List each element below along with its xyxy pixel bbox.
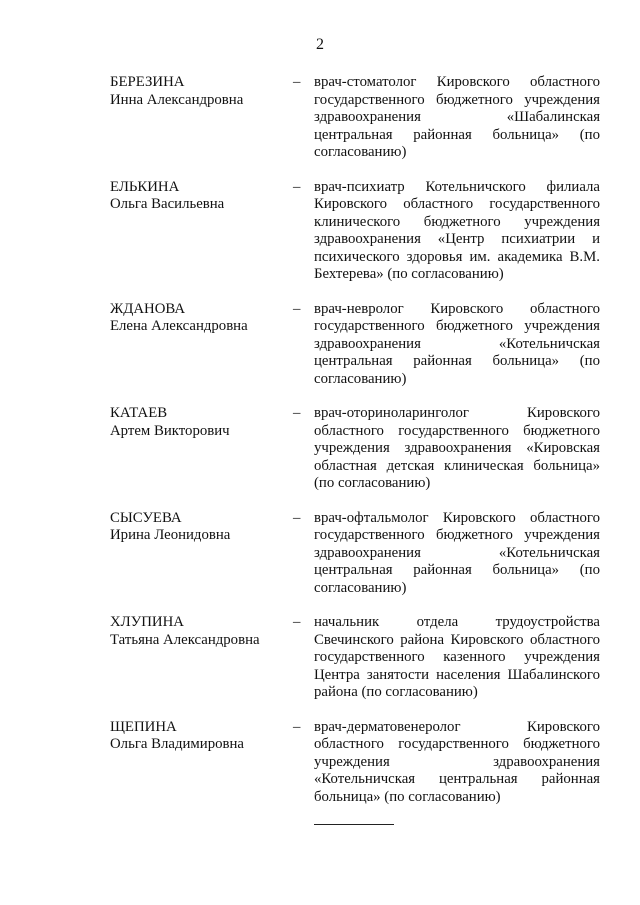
- member-surname: ЩЕПИНА: [110, 718, 177, 735]
- member-entry: [110, 405, 600, 493]
- dash-separator: –: [293, 74, 301, 90]
- member-given-name: Инна Александровна: [110, 91, 244, 108]
- member-given-name: Ирина Леонидовна: [110, 527, 231, 543]
- dash-separator: –: [293, 718, 301, 735]
- member-surname: ЕЛЬКИНА: [110, 178, 180, 195]
- member-person: [110, 301, 285, 336]
- member-position: начальник отдела трудоустройства Свечинского района Кировского областного государственного казенного учреждения Центра занятости населения Шабалинского района (по согласованию): [314, 614, 600, 700]
- member-position: врач-психиатр Котельничского филиала Кировского областного государственного клинического бюджетного учреждения здравоохранения «Центр психиатрии и психического здоровья им. академика В.М. Бехтерева» (по согласованию): [314, 178, 600, 282]
- dash-separator: –: [293, 300, 301, 317]
- dash-separator: –: [293, 178, 301, 195]
- member-position: врач-невролог Кировского областного государственного бюджетного учреждения здравоохранения «Котельничская центральная районная больница» (по согласованию): [314, 300, 600, 387]
- member-surname: КАТАЕВ: [110, 405, 168, 421]
- page-number: 2: [316, 36, 324, 53]
- member-entry: [110, 719, 600, 807]
- member-surname: ЖДАНОВА: [110, 300, 186, 317]
- member-entry: [110, 614, 600, 702]
- member-position: врач-стоматолог Кировского областного государственного бюджетного учреждения здравоохранения «Шабалинская центральная районная больница» (по согласованию): [314, 74, 600, 160]
- member-position: врач-дерматовенеролог Кировского областного государственного бюджетного учреждения здравоохранения «Котельничская центральная районная больница» (по согласованию): [314, 718, 600, 805]
- member-person: [110, 74, 285, 109]
- member-surname: СЫСУЕВА: [110, 509, 182, 526]
- member-entry: [110, 74, 600, 162]
- member-person: [110, 719, 285, 754]
- member-given-name: Артем Викторович: [110, 422, 230, 439]
- dash-separator: –: [293, 614, 301, 630]
- member-given-name: Татьяна Александровна: [110, 631, 260, 648]
- member-surname: ХЛУПИНА: [110, 614, 184, 630]
- member-given-name: Ольга Владимировна: [110, 736, 244, 752]
- dash-separator: –: [293, 509, 301, 526]
- member-person: [110, 510, 285, 545]
- member-surname: БЕРЕЗИНА: [110, 74, 185, 90]
- member-position: врач-оториноларинголог Кировского областного государственного бюджетного учреждения здравоохранения «Кировская областная детская клиническая больница» (по согласованию): [314, 405, 600, 491]
- dash-separator: –: [293, 405, 301, 421]
- member-person: [110, 405, 285, 440]
- member-list: [110, 74, 600, 806]
- member-given-name: Елена Александровна: [110, 318, 248, 334]
- member-position: врач-офтальмолог Кировского областного государственного бюджетного учреждения здравоохранения «Котельничская центральная районная больница» (по согласованию): [314, 509, 600, 596]
- member-given-name: Ольга Васильевна: [110, 196, 225, 212]
- end-rule: [314, 824, 394, 825]
- member-person: [110, 179, 285, 214]
- member-person: [110, 614, 285, 649]
- member-entry: [110, 510, 600, 598]
- member-entry: [110, 179, 600, 284]
- member-entry: [110, 301, 600, 389]
